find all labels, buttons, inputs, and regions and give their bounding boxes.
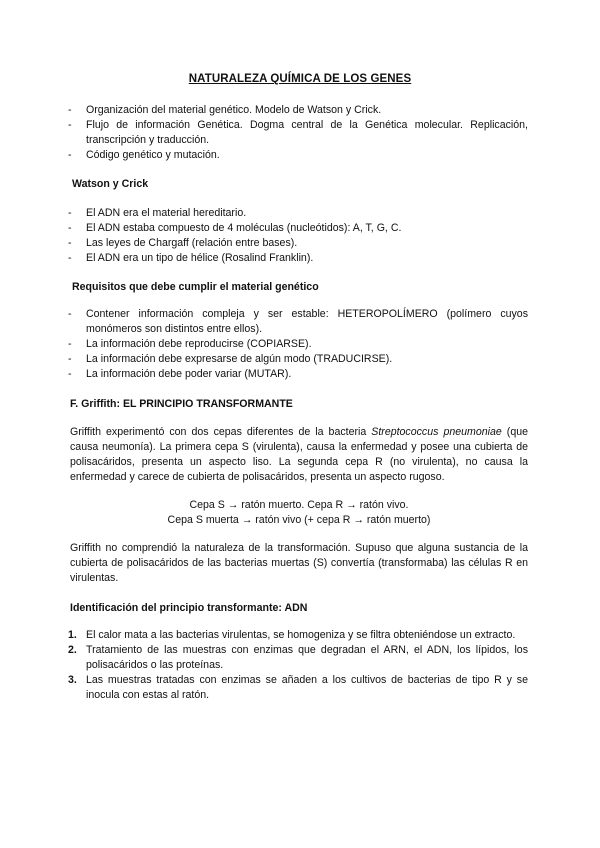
list-item: - Código genético y mutación. [68,148,528,163]
list-item: - El ADN era el material hereditario. [68,206,528,221]
list-item: - El ADN estaba compuesto de 4 moléculas (nucleótidos): A, T, G, C. [68,221,528,236]
section-heading-identificacion: Identificación del principio transformante: ADN [70,602,308,614]
griffith-paragraph-1 [70,425,528,485]
numbered-item [68,628,528,643]
list-item: - La información debe reproducirse (COPIARSE). [68,337,528,352]
list-item: - La información debe expresarse de algún modo (TRADUCIRSE). [68,352,528,367]
griffith-result-line-2: Cepa S muerta → ratón vivo (+ cepa R → ratón muerto) [167,514,431,526]
paragraph-text: (que causa neumonía). La primera cepa S (virulenta), causa la enfermedad y posee una cubierta de polisacáridos, presenta un aspecto liso. La segunda cepa R (no virulenta), no causa la enfermedad y carece de cubierta de polisacáridos, presenta un aspecto rugoso. [70,426,529,483]
griffith-paragraph-2: Griffith no comprendió la naturaleza de la transformación. Supuso que alguna sustancia de la cubierta de polisacáridos de las bacterias muertas (S) convertía (transformaba) las células R en virulentas. [70,542,528,584]
identificacion-list [68,628,528,703]
item-text: Tratamiento de las muestras con enzimas que degradan el ARN, el ADN, los lípidos, los polisacáridos o las proteínas. [86,644,528,671]
griffith-result-line-1: Cepa S → ratón muerto. Cepa R → ratón vivo. [189,499,409,511]
item-text: El calor mata a las bacterias virulentas, se homogeniza y se filtra obteniéndose un extracto. [86,629,516,641]
section-heading-griffith: F. Griffith: EL PRINCIPIO TRANSFORMANTE [70,398,293,410]
numbered-item [68,673,528,703]
list-item: - Contener información compleja y ser estable: HETEROPOLÍMERO (polímero cuyos monómeros son distintos entre ellos). [68,307,528,337]
requisitos-list [68,307,528,382]
list-item: - Organización del material genético. Modelo de Watson y Crick. [68,103,528,118]
page-title: NATURALEZA QUÍMICA DE LOS GENES [188,73,412,85]
list-item: - Flujo de información Genética. Dogma central de la Genética molecular. Replicación, transcripción y traducción. [68,118,528,148]
intro-list [68,103,528,163]
species-name: Streptococcus pneumoniae [371,426,502,438]
watson-list [68,206,528,266]
section-heading-watson: Watson y Crick [72,178,149,190]
item-number: 3. [68,674,77,686]
item-number: 2. [68,644,77,656]
section-heading-requisitos: Requisitos que debe cumplir el material genético [72,281,319,293]
list-item: - Las leyes de Chargaff (relación entre bases). [68,236,528,251]
item-number: 1. [68,629,77,641]
paragraph-text: Griffith experimentó con dos cepas diferentes de la bacteria [70,426,372,438]
list-item: - El ADN era un tipo de hélice (Rosalind Franklin). [68,251,528,266]
list-item: - La información debe poder variar (MUTAR). [68,367,528,382]
numbered-item [68,643,528,673]
item-text: Las muestras tratadas con enzimas se añaden a los cultivos de bacterias de tipo R y se inocula con estas al ratón. [86,674,528,701]
